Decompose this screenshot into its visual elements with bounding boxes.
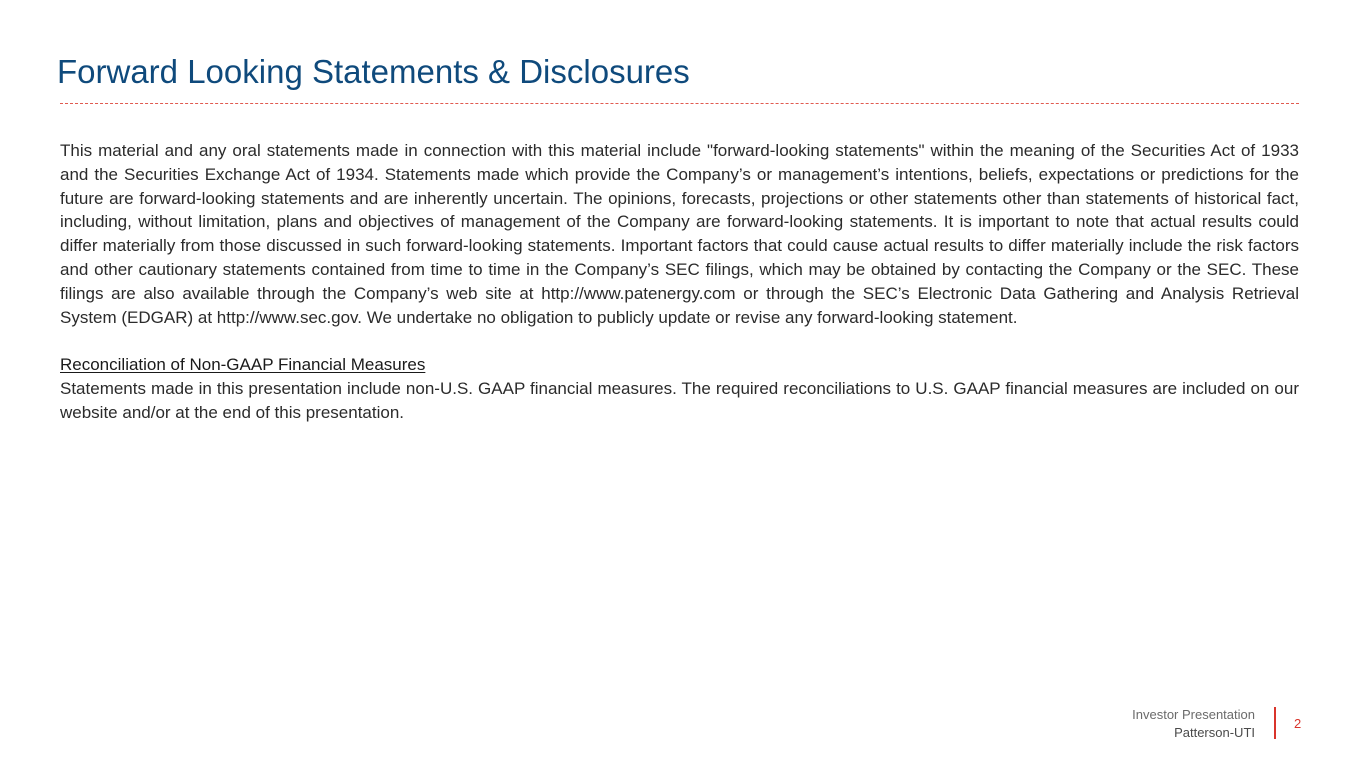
footer-label-block: [1132, 706, 1255, 742]
title-divider: [60, 103, 1299, 104]
forward-looking-paragraph: This material and any oral statements made in connection with this material include "forward-looking statements" within the meaning of the Securities Act of 1933 and the Securities Exchange Act of 1934. Statements made which provide the Company’s or management’s intentions, beliefs, expectations or predictions for the future are forward-looking statements and are inherently uncertain. The opinions, forecasts, projections or other statements other than statements of historical fact, including, without limitation, plans and objectives of management of the Company are forward-looking statements. It is important to note that actual results could differ materially from those discussed in such forward-looking statements. Important factors that could cause actual results to differ materially include the risk factors and other cautionary statements contained from time to time in the Company’s SEC filings, which may be obtained by contacting the Company or the SEC. These filings are also available through the Company’s web site at http://www.patenergy.com or through the SEC’s Electronic Data Gathering and Analysis Retrieval System (EDGAR) at http://www.sec.gov. We undertake no obligation to publicly update or revise any forward-looking statement.: [60, 141, 1299, 327]
non-gaap-paragraph: Statements made in this presentation include non-U.S. GAAP financial measures. The required reconciliations to U.S. GAAP financial measures are included on our website and/or at the end of this presentation.: [60, 379, 1299, 422]
slide-body: [60, 139, 1299, 425]
footer-company-name: Patterson-UTI: [1174, 725, 1255, 740]
paragraph-spacer: [60, 329, 1299, 353]
page-title: Forward Looking Statements & Disclosures: [57, 53, 690, 90]
non-gaap-heading: Reconciliation of Non-GAAP Financial Measures: [60, 355, 426, 375]
page-number: 2: [1294, 716, 1302, 731]
footer-presentation-label: Investor Presentation: [1132, 707, 1255, 722]
footer-separator: [1274, 707, 1276, 739]
